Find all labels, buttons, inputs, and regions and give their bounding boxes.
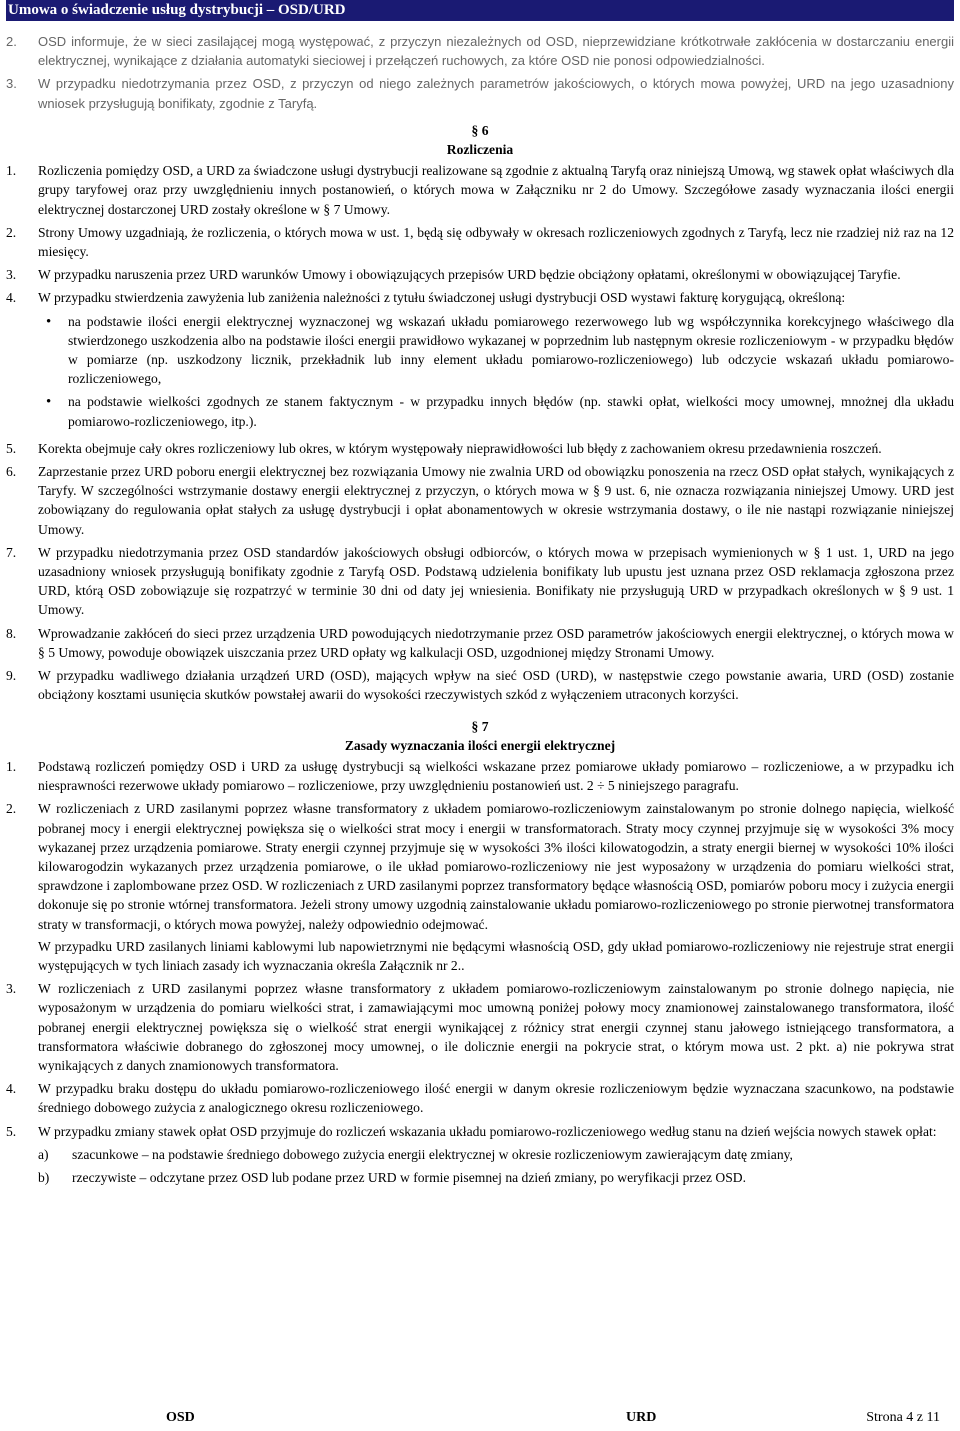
paragraph-7-2b: W przypadku URD zasilanych liniami kablowymi lub napowietrznymi nie będącymi własnością OSD, gdy układ pomiarowo-rozliczeniowy nie rejestruje strat energii występujących w tych liniach zasady ich wyznaczania określa Załącznik nr 2.. <box>38 938 954 973</box>
paragraph-6-4: 4. W przypadku stwierdzenia zawyżenia lub zaniżenia należności z tytułu świadczonej usługi dystrybucji OSD wystawi fakturę korygującą, określoną: • na podstawie ilości energii elektrycznej wyznaczonej wg wskazań układu pomiarowego rezerwowego lub wg współczynnika korekcyjnego właściwego dla stwierdzonego uszkodzenia albo na podstawie ilości energii prawidłowo wykazanej w poprzednim lub następnym okresie rozliczeniowym - w przypadku błędów w pomiarze (np. uszkodzony licznik, przekładnik lub inny element układu pomiarowo-rozliczeniowego) lub odczycie wskazań układu pomiarowo-rozliczeniowego, • na podstawie wielkości zgodnych ze stanem faktycznym - w przypadku innych błędów (np. stawki opłat, wielkości mocy umownej, mnożnej dla układu pomiarowo-rozliczeniowego, itp.). <box>6 288 954 434</box>
paragraph-6-3: 3. W przypadku naruszenia przez URD warunków Umowy i obowiązujących przepisów URD będzie obciążony opłatami, określonymi w obowiązującej Taryfie. <box>6 267 901 283</box>
paragraph-7-5: 5. W przypadku zmiany stawek opłat OSD przyjmuje do rozliczeń wskazania układu pomiarowo-rozliczeniowego według stanu na dzień wejścia nowych stawek opłat: a) szacunkowe – na podstawie średniego dobowego zużycia energii elektrycznej w okresie rozliczeniowym zawierającym datę zmiany, b) rzeczywiste – odczytane przez OSD lub podane przez URD w formie pisemnej na dzień zmiany, po weryfikacji przez OSD. <box>6 1122 954 1188</box>
paragraph-7-3: 3. W rozliczeniach z URD zasilanymi poprzez własne transformatory z układem pomiarowo-rozliczeniowym zainstalowanym po stronie dolnego napięcia, nie wyposażonym w urządzenia do pomiaru wielkości strat, i zamawiającymi moc umowną poniżej połowy mocy znamionowej zainstalowanego transformatora, ilość pobranej energii elektrycznej powiększa się o wielkość strat energii wynikającej z różnicy strat energii czynnej stanu jałowego istniejącego transformatora, a transformatora właściwie dobranego do zgłoszonej mocy umownej, o ile dolicznie energii na pokrycie strat, o którym mowa ust. 2 pkt. a) nie pokrywa strat wynikających z danych znamionowych transformatora. <box>6 981 954 1073</box>
paragraph-6-5: 5. Korekta obejmuje cały okres rozliczeniowy lub okres, w którym występowały nieprawidłowości lub błędy z zachowaniem okresu przedawnienia roszczeń. <box>6 440 882 456</box>
paragraph-7-1: 1. Podstawą rozliczeń pomiędzy OSD i URD za usługę dystrybucji są wielkości wskazane przez pomiarowe układy pomiarowo – rozliczeniowe, a w przypadku ich niesprawności rezerwowe układy pomiarowo – rozliczeniowe, przy uwzględnieniu postanowień ust. 2 ÷ 5 niniejszego paragrafu. <box>6 758 954 794</box>
section-7-heading: § 7 Zasady wyznaczania ilości energii elektrycznej <box>344 718 616 753</box>
paragraph-5-2: 2. OSD informuje, że w sieci zasilającej mogą występować, z przyczyn niezależnych od OSD, nieprzewidziane krótkotrwałe zakłócenia w dostarczaniu energii elektrycznej, wynikające z działania automatyki sieciowej i przełączeń ruchowych, za które OSD nie ponosi odpowiedzialności. <box>6 34 954 69</box>
section-6-heading: § 6 Rozliczenia <box>446 122 514 158</box>
page-footer <box>6 1410 954 1430</box>
paragraph-6-6: 6. Zaprzestanie przez URD poboru energii elektrycznej bez rozwiązania Umowy nie zwalnia URD od obowiązku ponoszenia na rzecz OSD opłat stałych, wynikających z Taryfy. W szczególności wstrzymanie dostawy energii elektrycznej z przyczyn, o których mowa w § 9 ust. 6, nie oznacza rozwiązania niniejszej Umowy. URD jest zobowiązany do regulowania opłat stałych za usługę dystrybucji i opłat abonamentowych w okresie wstrzymania dostawy, o ile nie nastąpi rozwiązanie niniejszej Umowy. <box>6 464 954 537</box>
page-number: Strona 4 z 11 <box>866 1410 940 1425</box>
paragraph-6-8: 8. Wprowadzanie zakłóceń do sieci przez urządzenia URD powodujących niedotrzymanie przez OSD parametrów jakościowych energii elektrycznej, o których mowa w § 5 Umowy, powoduje obowiązek uiszczania przez URD opłaty wg kalkulacji OSD, uzgodnionej między Stronami Umowy. <box>6 625 954 660</box>
paragraph-6-7: 7. W przypadku niedotrzymania przez OSD standardów jakościowych obsługi odbiorców, o których mowa w przepisach wymienionych w § 1 ust. 1, URD na jego uzasadniony wniosek przysługują bonifikaty zgodnie z Taryfą OSD. Podstawą udzielenia bonifikaty lub upustu jest uznana przez OSD reklamacja zgłoszona przez URD, którą OSD zobowiązuje się rozpatrzyć w terminie 30 dni od daty jej wniesienia. Bonifikaty nie przysługują URD w przypadkach określonych w § 9 ust. 1 Umowy. <box>6 544 954 618</box>
paragraph-6-2: 2. Strony Umowy uzgadniają, że rozliczenia, o których mowa w ust. 1, będą się odbywały w okresach rozliczeniowych zgodnych z Taryfą, lecz nie rzadziej niż raz na 12 miesięcy. <box>6 224 954 260</box>
paragraph-5-3: 3. W przypadku niedotrzymania przez OSD, z przyczyn od niego zależnych parametrów jakościowych, o których mowa powyżej, URD na jego uzasadniony wniosek przysługują bonifikaty, zgodnie z Taryfą. <box>6 76 954 111</box>
footer-urd: URD <box>626 1410 657 1425</box>
paragraph-7-4: 4. W przypadku braku dostępu do układu pomiarowo-rozliczeniowego ilość energii w danym okresie rozliczeniowym będzie wyznaczana szacunkowo, na podstawie średniego dobowego zużycia z analogicznego okresu rozliczeniowego. <box>6 1081 954 1116</box>
bullet-icon <box>38 312 68 389</box>
bullet-item: • na podstawie wielkości zgodnych ze stanem faktycznym - w przypadku innych błędów (np. stawki opłat, wielkości mocy umownej, mnożnej dla układu pomiarowo-rozliczeniowego, itp.). <box>38 392 954 430</box>
bullet-item: • na podstawie ilości energii elektrycznej wyznaczonej wg wskazań układu pomiarowego rezerwowego lub wg współczynnika korekcyjnego właściwego dla stwierdzonego uszkodzenia albo na podstawie ilości energii prawidłowo wykazanej w poprzednim lub następnym okresie rozliczeniowym - w przypadku błędów w pomiarze (np. uszkodzony licznik, przekładnik lub inny element układu pomiarowo-rozliczeniowego) lub odczycie wskazań układu pomiarowo-rozliczeniowego, <box>38 312 954 389</box>
document-header: Umowa o świadczenie usług dystrybucji – OSD/URD <box>6 0 954 21</box>
paragraph-6-9: 9. W przypadku wadliwego działania urządzeń URD (OSD), mających wpływ na sieć OSD (URD), w następstwie czego powstanie awaria, URD (OSD) zostanie obciążony kosztami usunięcia skutków powstałej awarii do wysokości rzeczywistych szkód z wyłączeniem utraconych korzyści. <box>6 668 954 703</box>
sub-item-a: a) szacunkowe – na podstawie średniego dobowego zużycia energii elektrycznej w okresie rozliczeniowym zawierającym datę zmiany, <box>38 1146 793 1162</box>
paragraph-6-1: 1. Rozliczenia pomiędzy OSD, a URD za świadczone usługi dystrybucji realizowane są zgodnie z aktualną Taryfą oraz niniejszą Umową, wg stawek opłat właściwych dla grupy taryfowej oraz przy uwzględnieniu innych postanowień, o których mowa w Załączniku nr 2 do Umowy. Szczegółowe zasady wyznaczania ilości energii elektrycznej dostarczonej URD zostały określone w § 7 Umowy. <box>6 163 954 217</box>
footer-osd: OSD <box>166 1410 195 1425</box>
paragraph-7-2: 2. W rozliczeniach z URD zasilanymi poprzez własne transformatory z układem pomiarowo-rozliczeniowym zainstalowanym po stronie dolnego napięcia, wielkość pobranej mocy i energii elektrycznej powiększa się o wielkości strat mocy i energii w transformatorach. Straty mocy czynnej przyjmuje się w wysokości 3% mocy wykazanej przez urządzenia pomiarowe. Straty energii czynnej przyjmuje się w wysokości 3% ilości kilowatogodzin, a straty energii biernej w wysokości 10% ilości kilowarogodzin wykazanych przez urządzenia pomiarowe, o ile układ pomiarowo-rozliczeniowy nie jest wyposażony w urządzenia do pomiaru wielkości strat, sprawdzone i zaplombowane przez OSD. W rozliczeniach z URD zasilanymi poprzez transformatory będące własnością OSD, pomiarów poboru mocy i zużycia energii dokonuje się po stronie wtórnej transformatora. Jeżeli strony umowy uzgodnią zainstalowanie układu pomiarowo-rozliczeniowego po stronie pierwotnej transformatora straty w transformacji, o których mowa powyżej, należy odpowiednio odejmować. W przypadku URD zasilanych liniami kablowymi lub napowietrznymi nie będącymi własnością OSD, gdy układ pomiarowo-rozliczeniowy nie rejestruje strat energii występujących w tych liniach zasady ich wyznaczania określa Załącznik nr 2.. <box>6 799 954 975</box>
document-page <box>6 0 954 1431</box>
document-body <box>6 32 954 1191</box>
sub-item-b: b) rzeczywiste – odczytane przez OSD lub podane przez URD w formie pisemnej na dzień zmiany, po weryfikacji przez OSD. <box>38 1169 747 1185</box>
bullet-icon <box>38 392 68 430</box>
